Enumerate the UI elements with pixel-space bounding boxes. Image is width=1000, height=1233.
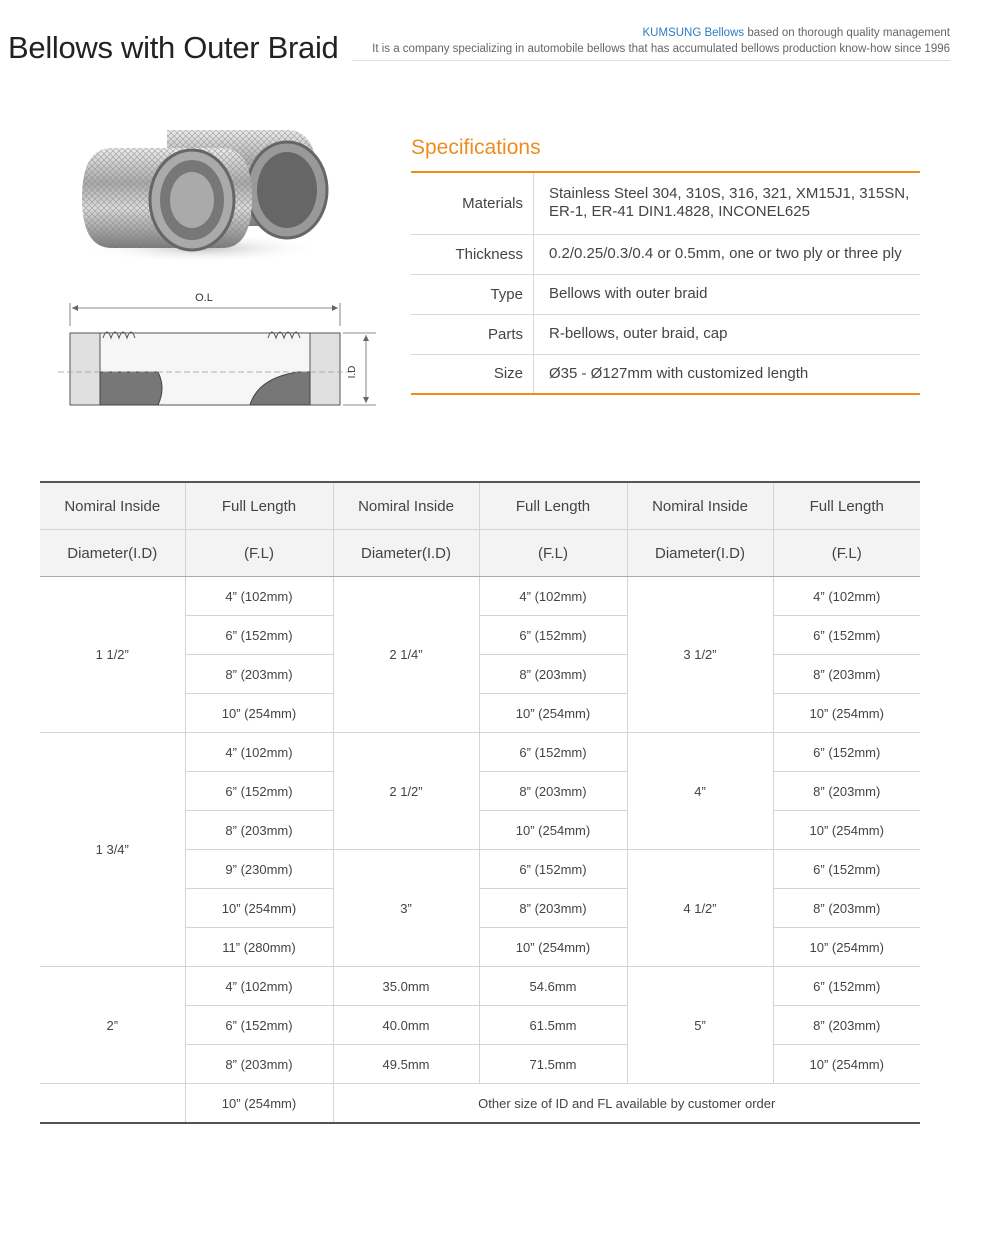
table-cell: 10” (254mm): [773, 1045, 920, 1084]
table-cell: 11” (280mm): [185, 928, 333, 967]
ol-label: O.L: [195, 292, 213, 304]
spec-value-line: ER-1, ER-41 DIN1.4828, INCONEL625: [549, 203, 810, 221]
table-cell: 10” (254mm): [185, 694, 333, 733]
table-header-cell: (F.L): [479, 530, 627, 577]
table-cell: 2 1/2”: [333, 733, 479, 850]
table-row: [40, 967, 920, 1006]
header-divider: [352, 60, 950, 61]
table-cell: 1 3/4”: [40, 733, 185, 967]
table-header-cell: Nomiral Inside: [627, 482, 773, 530]
table-cell: 8” (203mm): [773, 655, 920, 694]
table-header-cell: Nomiral Inside: [40, 482, 185, 530]
table-cell: 4 1/2”: [627, 850, 773, 967]
spec-value: Ø35 - Ø127mm with customized length: [534, 354, 921, 394]
table-cell: 54.6mm: [479, 967, 627, 1006]
table-cell: 4” (102mm): [773, 577, 920, 616]
table-cell: 8” (203mm): [479, 655, 627, 694]
table-cell: 71.5mm: [479, 1045, 627, 1084]
company-tagline: [372, 25, 950, 57]
table-cell: 8” (203mm): [185, 811, 333, 850]
table-cell: 8” (203mm): [185, 1045, 333, 1084]
spec-row-type: [411, 274, 920, 314]
table-cell: 8” (203mm): [773, 772, 920, 811]
spec-key: Size: [411, 354, 534, 394]
page-title: Bellows with Outer Braid: [8, 30, 339, 65]
table-header-cell: Diameter(I.D): [40, 530, 185, 577]
specs-table: [411, 171, 920, 395]
table-cell: [40, 1084, 185, 1124]
table-cell: 10” (254mm): [479, 811, 627, 850]
table-cell: 10” (254mm): [773, 694, 920, 733]
table-header-cell: Full Length: [185, 482, 333, 530]
spec-key: Thickness: [411, 234, 534, 274]
dimension-diagram: [58, 288, 378, 418]
table-cell: 10” (254mm): [479, 928, 627, 967]
table-cell: 3 1/2”: [627, 577, 773, 733]
size-table: [40, 481, 920, 1124]
table-header-row: [40, 530, 920, 577]
table-cell: 6” (152mm): [773, 616, 920, 655]
table-header-row: [40, 482, 920, 530]
tagline-line-1: based on thorough quality management: [744, 27, 950, 39]
table-cell: 8” (203mm): [479, 889, 627, 928]
table-cell: 8” (203mm): [773, 1006, 920, 1045]
spec-value-line: Stainless Steel 304, 310S, 316, 321, XM15J1, 315SN,: [549, 185, 910, 203]
table-header-cell: Diameter(I.D): [627, 530, 773, 577]
table-cell: 8” (203mm): [479, 772, 627, 811]
spec-key: Parts: [411, 314, 534, 354]
table-header-cell: Full Length: [773, 482, 920, 530]
table-header-cell: (F.L): [185, 530, 333, 577]
spec-key: Type: [411, 274, 534, 314]
table-cell: 6” (152mm): [185, 772, 333, 811]
table-cell: 4” (102mm): [185, 967, 333, 1006]
spec-value: Bellows with outer braid: [534, 274, 921, 314]
table-cell: 4” (102mm): [185, 577, 333, 616]
table-header-cell: Nomiral Inside: [333, 482, 479, 530]
spec-key: Materials: [411, 172, 534, 234]
specs-title: Specifications: [411, 136, 541, 159]
table-cell: 6” (152mm): [185, 1006, 333, 1045]
table-cell: 3”: [333, 850, 479, 967]
table-cell: 6” (152mm): [185, 616, 333, 655]
brand-name: KUMSUNG Bellows: [642, 27, 745, 39]
table-cell: 6” (152mm): [479, 616, 627, 655]
table-cell: 35.0mm: [333, 967, 479, 1006]
table-cell: 6” (152mm): [773, 967, 920, 1006]
table-cell: 49.5mm: [333, 1045, 479, 1084]
table-header-cell: Diameter(I.D): [333, 530, 479, 577]
spec-row-parts: [411, 314, 920, 354]
table-cell: 10” (254mm): [185, 889, 333, 928]
spec-value: [534, 172, 921, 234]
table-cell: 6” (152mm): [773, 733, 920, 772]
id-label: I.D: [347, 365, 358, 379]
table-cell: 40.0mm: [333, 1006, 479, 1045]
table-header-cell: (F.L): [773, 530, 920, 577]
spec-row-size: [411, 354, 920, 394]
tagline-line-2: It is a company specializing in automobile bellows that has accumulated bellows production know-how since 1996: [372, 43, 950, 55]
table-cell: 6” (152mm): [773, 850, 920, 889]
table-cell: 10” (254mm): [773, 928, 920, 967]
table-cell: 2”: [40, 967, 185, 1084]
table-cell: 4” (102mm): [185, 733, 333, 772]
table-cell: 9” (230mm): [185, 850, 333, 889]
spec-row-thickness: [411, 234, 920, 274]
spec-row-materials: [411, 172, 920, 234]
table-cell: 8” (203mm): [773, 889, 920, 928]
product-photo: [72, 118, 342, 268]
table-cell: 6” (152mm): [479, 733, 627, 772]
table-cell: 1 1/2”: [40, 577, 185, 733]
table-row: [40, 733, 920, 772]
table-cell: 10” (254mm): [479, 694, 627, 733]
table-cell: 61.5mm: [479, 1006, 627, 1045]
table-cell: 4”: [627, 733, 773, 850]
table-row: [40, 1084, 920, 1124]
table-cell: 2 1/4”: [333, 577, 479, 733]
table-cell: 6” (152mm): [479, 850, 627, 889]
table-cell: 4” (102mm): [479, 577, 627, 616]
spec-value: 0.2/0.25/0.3/0.4 or 0.5mm, one or two ply or three ply: [534, 234, 921, 274]
spec-value: R-bellows, outer braid, cap: [534, 314, 921, 354]
table-header-cell: Full Length: [479, 482, 627, 530]
table-cell: 8” (203mm): [185, 655, 333, 694]
table-cell: 10” (254mm): [773, 811, 920, 850]
table-row: [40, 577, 920, 616]
table-cell: 5”: [627, 967, 773, 1084]
table-note: Other size of ID and FL available by customer order: [333, 1084, 920, 1124]
table-cell: 10” (254mm): [185, 1084, 333, 1124]
